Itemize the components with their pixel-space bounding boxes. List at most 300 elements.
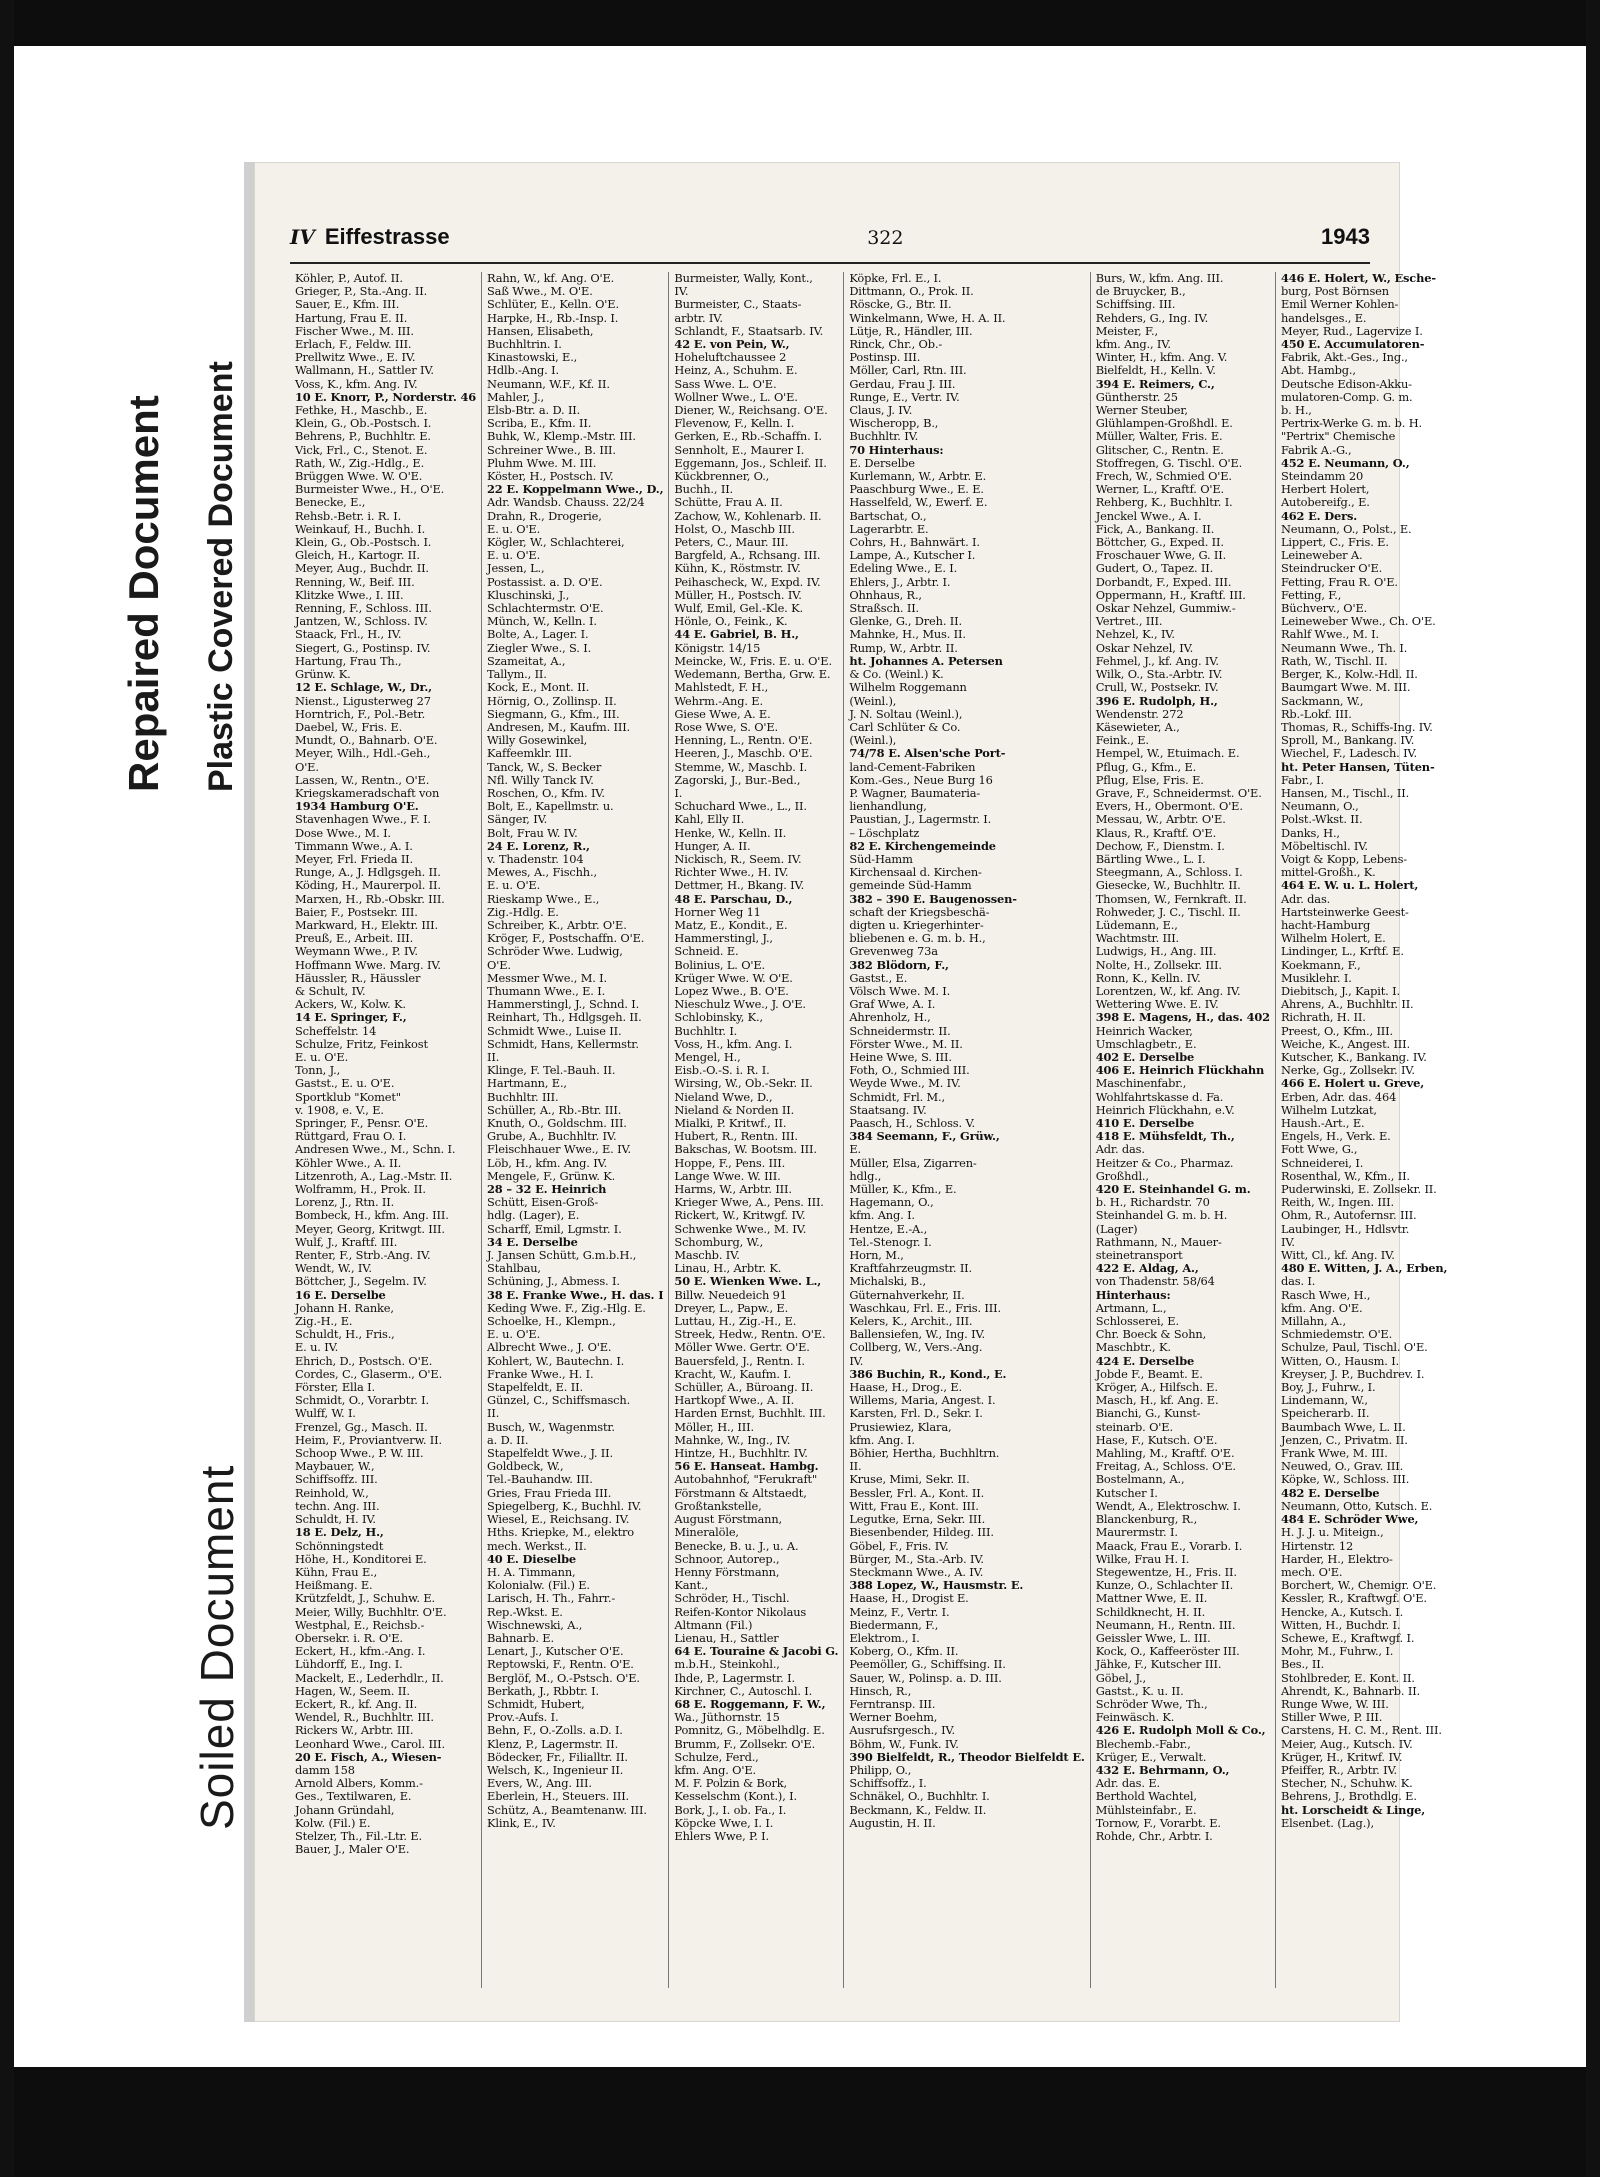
directory-entry: Abt. Hambg.,: [1280, 363, 1356, 378]
directory-entry: Stecher, N., Schuhw. K.: [1280, 1776, 1413, 1791]
directory-entry: 82 E. Kirchengemeinde: [849, 838, 996, 853]
directory-entry: Ferntransp. III.: [849, 1696, 936, 1711]
directory-entry: Hammerstingl, J., Schnd. I.: [487, 997, 640, 1012]
directory-entry: Edeling Wwe., E. I.: [849, 561, 958, 576]
directory-entry: Jobde F., Beamt. E.: [1095, 1366, 1203, 1381]
directory-entry: Münch, W., Kelln. I.: [487, 614, 597, 629]
directory-entry: Ausrufsrgesch., IV.: [849, 1723, 955, 1738]
directory-entry: Bartschat, O.,: [849, 508, 927, 523]
directory-entry: ht. Peter Hansen, Tüten-: [1280, 759, 1435, 774]
directory-entry: Erlach, F., Feldw. III.: [295, 337, 412, 352]
directory-entry: Schiffsoffz., I.: [849, 1776, 927, 1791]
directory-entry: Meyer, Wilh., Hdl.-Geh.,: [295, 746, 431, 761]
directory-entry: Deutsche Edison-Akku-: [1280, 376, 1412, 391]
directory-entry: Stohlbreder, E. Kont. II.: [1280, 1670, 1415, 1685]
directory-entry: steinarb. O'E.: [1095, 1419, 1173, 1434]
directory-entry: Bakschas, W. Bootsm. III.: [674, 1142, 817, 1157]
directory-entry: Sproll, M., Bankang. IV.: [1280, 733, 1415, 748]
directory-entry: Hartung, Frau Th.,: [295, 653, 402, 668]
directory-entry: Nerke, Gg., Zollsekr. IV.: [1280, 1063, 1415, 1078]
directory-entry: Leineweber A.: [1280, 548, 1363, 563]
scan-edge-bottom: [0, 2067, 1600, 2177]
directory-entry: Evers, W., Ang. III.: [487, 1776, 592, 1791]
directory-entry: Baumbach Wwe, L. II.: [1280, 1419, 1406, 1434]
directory-entry: Hempel, W., Etuimach. E.: [1095, 746, 1240, 761]
directory-entry: Meyer, Georg, Kritwgt. III.: [295, 1221, 445, 1236]
directory-entry: Kreyser, J. P., Buchdrev. I.: [1280, 1366, 1425, 1381]
directory-entry: 424 E. Derselbe: [1095, 1353, 1195, 1368]
directory-entry: Bauer, J., Maler O'E.: [295, 1842, 410, 1857]
directory-entry: 50 E. Wienken Wwe. L.,: [674, 1274, 822, 1289]
directory-entry: Schildknecht, H. II.: [1095, 1604, 1206, 1619]
directory-entry: Mackelt, E., Lederhdlr., II.: [295, 1670, 444, 1685]
directory-entry: Fischer Wwe., M. III.: [295, 323, 414, 338]
directory-entry: Werner Boehm,: [849, 1710, 938, 1725]
directory-entry: Hasselfeld, W., Ewerf. E.: [849, 495, 988, 510]
directory-entry: Wulf, Emil, Gel.-Kle. K.: [674, 601, 803, 616]
directory-entry: Holst, O., Maschb III.: [674, 521, 795, 536]
directory-entry: Rosenthal, W., Kfm., II.: [1280, 1168, 1410, 1183]
directory-entry: Preest, O., Kfm., III.: [1280, 1023, 1393, 1038]
directory-entry: Meyer, Aug., Buchdr. II.: [295, 561, 429, 576]
directory-entry: Umschlagbetr., E.: [1095, 1036, 1197, 1051]
directory-entry: Knuth, O., Goldschm. III.: [487, 1116, 627, 1130]
directory-entry: Rose Wwe, S. O'E.: [674, 719, 778, 734]
directory-entry: Mengel, H.,: [674, 1049, 741, 1064]
directory-entry: Schnoor, Autorep.,: [674, 1551, 780, 1566]
directory-entry: Kock, E., Mont. II.: [487, 680, 590, 695]
directory-entry: Fabrik, Akt.-Ges., Ing.,: [1280, 350, 1408, 365]
directory-entry: Weymann Wwe., P. IV.: [295, 944, 418, 959]
directory-entry: Henning, L., Rentn. O'E.: [674, 733, 813, 748]
directory-entry: E. u. O'E.: [487, 878, 541, 893]
directory-entry: Oppermann, H., Kraftf. III.: [1095, 587, 1246, 602]
directory-entry: Günzel, C., Schiffsmasch.: [487, 1393, 631, 1408]
directory-entry: Röscke, G., Btr. II.: [849, 297, 952, 312]
directory-entry: P. Wagner, Baumateria-: [849, 785, 981, 800]
directory-entry: Mahler, J.,: [487, 389, 544, 404]
directory-entry: Puderwinski, E. Zollsekr. II.: [1280, 1182, 1437, 1197]
directory-entry: Kutscher I.: [1095, 1485, 1158, 1500]
directory-entry: Klitzke Wwe., I. III.: [295, 587, 404, 602]
directory-entry: Legutke, Erna, Sekr. III.: [849, 1512, 986, 1527]
directory-entry: Maschinenfabr.,: [1095, 1076, 1187, 1091]
directory-entry: m.b.H., Steinkohl.,: [674, 1657, 780, 1672]
directory-entry: Kurlemann, W., Arbtr. E.: [849, 469, 987, 484]
directory-entry: Rep.-Wkst. E.: [487, 1604, 563, 1619]
directory-entry: Wachtmstr. III.: [1095, 931, 1180, 946]
directory-entry: hacht-Hamburg: [1280, 917, 1371, 932]
directory-entry: Buchh., II.: [674, 482, 734, 497]
directory-entry: Heitzer & Co., Pharmaz.: [1095, 1155, 1234, 1170]
directory-entry: Gleich, H., Kartogr. II.: [295, 548, 420, 563]
directory-entry: Johann H. Ranke,: [295, 1300, 394, 1315]
directory-entry: Rüttgard, Frau O. I.: [295, 1129, 407, 1144]
directory-entry: Ehrich, D., Postsch. O'E.: [295, 1353, 433, 1368]
directory-entry: Harms, W., Arbtr. III.: [674, 1182, 792, 1197]
directory-entry: Geissler Wwe, L. III.: [1095, 1630, 1211, 1645]
directory-entry: Masch, H., kf. Ang. E.: [1095, 1393, 1219, 1408]
directory-entry: Nickisch, R., Seem. IV.: [674, 851, 802, 866]
directory-entry: Heinrich Wacker,: [1095, 1023, 1193, 1038]
directory-entry: Klein, G., Ob.-Postsch. I.: [295, 416, 432, 431]
directory-entry: Vertret., III.: [1095, 614, 1163, 629]
directory-entry: 386 Buchin, R., Kond., E.: [849, 1366, 1007, 1381]
directory-entry: Köster, H., Postsch. IV.: [487, 469, 614, 484]
directory-entry: Klaus, R., Kraftf. O'E.: [1095, 825, 1217, 840]
directory-entry: Stapelfeldt, E. II.: [487, 1380, 583, 1395]
directory-entry: 450 E. Accumulatoren-: [1280, 337, 1425, 352]
directory-entry: Siegert, G., Postinsp. IV.: [295, 640, 431, 655]
directory-entry: Prusiewiez, Klara,: [849, 1419, 952, 1434]
plastic-covered-document-stamp: Plastic Covered Document: [202, 361, 240, 792]
directory-entry: Staatsang. IV.: [849, 1102, 927, 1117]
directory-entry: Böhier, Hertha, Buchhltrn.: [849, 1446, 1000, 1461]
directory-entry: Michalski, B.,: [849, 1274, 926, 1289]
directory-entry: Witt, Frau E., Kont. III.: [849, 1498, 979, 1513]
directory-entry: Kühn, K., Röstmstr. IV.: [674, 561, 801, 576]
directory-entry: 390 Bielfeldt, R., Theodor Bielfeldt E.: [849, 1749, 1085, 1764]
directory-entry: Scriba, E., Kfm. II.: [487, 416, 592, 431]
directory-entry: Arnold Albers, Komm.-: [295, 1776, 423, 1791]
directory-entry: Behn, F., O.-Zolls. a.D. I.: [487, 1723, 623, 1738]
directory-entry: Sänger, IV.: [487, 812, 548, 827]
directory-entry: Schönningstedt: [295, 1538, 384, 1553]
directory-entry: Ahrenholz, H.,: [849, 1010, 931, 1025]
directory-entry: Hirtenstr. 12: [1280, 1538, 1354, 1553]
directory-entry: Bolt, Frau W. IV.: [487, 825, 578, 840]
directory-entry: Maschb. IV.: [674, 1248, 740, 1263]
directory-entry: Nienst., Ligusterweg 27: [295, 693, 431, 708]
directory-entry: burg, Post Börnsen: [1280, 284, 1389, 299]
directory-entry: b. H., Richardstr. 70: [1095, 1195, 1210, 1210]
directory-entry: Straßsch. II.: [849, 601, 920, 616]
directory-entry: Köpcke Wwe, I. I.: [674, 1815, 774, 1830]
directory-entry: Reinhold, W.,: [295, 1485, 369, 1500]
directory-entry: (Weinl.),: [849, 733, 897, 748]
directory-entry: Diener, W., Reichsang. O'E.: [674, 403, 828, 418]
directory-entry: Neumann Wwe., Th. I.: [1280, 640, 1408, 655]
directory-entry: Peemöller, G., Schiffsing. II.: [849, 1657, 1006, 1672]
directory-entry: Wiechel, F., Ladesch. IV.: [1280, 746, 1417, 761]
directory-entry: E. u. IV.: [295, 1340, 339, 1355]
directory-entry: Albrecht Wwe., J. O'E.: [487, 1340, 612, 1355]
directory-entry: Beckmann, K., Feldw. II.: [849, 1802, 987, 1817]
directory-entry: Schmiedemstr. O'E.: [1280, 1327, 1393, 1342]
directory-entry: 382 Blödorn, F.,: [849, 957, 949, 972]
directory-entry: Hartung, Frau E. II.: [295, 310, 408, 325]
directory-entry: schaft der Kriegsbeschä-: [849, 904, 990, 919]
directory-entry: Köpke, W., Schloss. III.: [1280, 1472, 1410, 1487]
directory-entry: Speicherarb. II.: [1280, 1406, 1370, 1421]
directory-entry: Weiche, K., Angest. III.: [1280, 1036, 1410, 1051]
directory-entry: Fabrik A.-G.,: [1280, 442, 1352, 457]
directory-entry: Maack, Frau E., Vorarb. I.: [1095, 1538, 1243, 1553]
directory-entry: Völsch Wwe. M. I.: [849, 983, 951, 998]
directory-entry: Dettmer, H., Bkang. IV.: [674, 878, 805, 893]
directory-entry: Elektrom., I.: [849, 1630, 920, 1645]
directory-entry: Lopez Wwe., B. O'E.: [674, 983, 789, 998]
directory-entry: mittel-Großh., K.: [1280, 865, 1376, 880]
directory-entry: Stahlbau,: [487, 1261, 541, 1276]
directory-entry: Freitag, A., Schloss. O'E.: [1095, 1459, 1236, 1474]
directory-entry: Biesenbender, Hildeg. III.: [849, 1525, 994, 1540]
directory-entry: E. u. O'E.: [295, 1049, 349, 1064]
directory-entry: Wischeropp, B.,: [849, 416, 939, 431]
directory-entry: Meyer, Rud., Lagervize I.: [1280, 323, 1423, 338]
directory-entry: Krieger Wwe, A., Pens. III.: [674, 1195, 824, 1210]
directory-entry: Collberg, W., Vers.-Ang.: [849, 1340, 983, 1355]
directory-entry: Andresen Wwe., M., Schn. I.: [295, 1142, 456, 1157]
directory-entry: Spiegelberg, K., Buchhl. IV.: [487, 1498, 642, 1513]
directory-entry: 464 E. W. u. L. Holert,: [1280, 878, 1419, 893]
directory-columns: [290, 271, 1448, 1988]
directory-entry: Kock, O., Kaffeeröster III.: [1095, 1644, 1240, 1659]
directory-entry: Göbel, J.,: [1095, 1670, 1146, 1685]
directory-entry: Lenart, J., Kutscher O'E.: [487, 1644, 624, 1659]
directory-column-2: [481, 272, 668, 1988]
directory-entry: Schmidt, Hubert,: [487, 1696, 585, 1711]
directory-entry: J. Jansen Schütt, G.m.b.H.,: [487, 1248, 637, 1263]
directory-entry: gemeinde Süd-Hamm: [849, 878, 972, 893]
directory-entry: Frech, W., Schmied O'E.: [1095, 469, 1232, 484]
directory-entry: Klein, G., Ob.-Postsch. I.: [295, 535, 432, 550]
directory-entry: Großhdl.,: [1095, 1168, 1149, 1183]
directory-entry: Lütje, R., Händler, III.: [849, 323, 973, 338]
directory-entry: Fleischhauer Wwe., E. IV.: [487, 1142, 632, 1157]
directory-entry: b. H.,: [1280, 403, 1312, 418]
directory-entry: Bes., II.: [1280, 1657, 1325, 1672]
directory-entry: Schmidt Wwe., Luise II.: [487, 1023, 622, 1038]
directory-entry: digten u. Kriegerhinter-: [849, 917, 984, 932]
directory-entry: Kraftfahrzeugmstr. II.: [849, 1261, 972, 1276]
directory-entry: Nieland & Norden II.: [674, 1102, 795, 1117]
directory-entry: Blechemb.-Fabr.,: [1095, 1736, 1191, 1751]
directory-entry: Krüger Wwe. W. O'E.: [674, 970, 793, 985]
directory-entry: Ges., Textilwaren, E.: [295, 1789, 412, 1804]
directory-entry: ht. Johannes A. Petersen: [849, 653, 1003, 668]
directory-entry: Tonn, J.,: [295, 1063, 341, 1078]
directory-entry: Schulze, Ferd.,: [674, 1749, 759, 1764]
directory-entry: Rohde, Chr., Arbtr. I.: [1095, 1828, 1213, 1843]
directory-entry: Rathmann, N., Mauer-: [1095, 1234, 1222, 1249]
directory-entry: Ehlers Wwe, P. I.: [674, 1828, 769, 1843]
directory-entry: Kirchner, C., Autoschl. I.: [674, 1683, 813, 1698]
directory-entry: Harder, H., Elektro-: [1280, 1551, 1393, 1566]
directory-entry: Kaffeemklr. III.: [487, 746, 572, 761]
directory-entry: Wohlfahrtskasse d. Fa.: [1095, 1089, 1224, 1104]
directory-entry: Bödecker, Fr., Filialltr. II.: [487, 1749, 628, 1764]
directory-entry: Burmeister, C., Staats-: [674, 297, 802, 312]
directory-entry: Klink, E., IV.: [487, 1815, 556, 1830]
directory-entry: Heinz, A., Schuhm. E.: [674, 363, 798, 378]
directory-entry: Harden Ernst, Buchhlt. III.: [674, 1406, 826, 1421]
directory-entry: Zig.-H., E.: [295, 1314, 353, 1329]
directory-entry: Schwenke Wwe., M. IV.: [674, 1221, 807, 1236]
directory-entry: Froschauer Wwe, G. II.: [1095, 548, 1227, 563]
directory-entry: Meinz, F., Vertr. I.: [849, 1604, 950, 1619]
directory-entry: Kracht, W., Kaufm. I.: [674, 1366, 792, 1381]
directory-entry: Kühn, Frau E.,: [295, 1564, 378, 1579]
directory-entry: Großtankstelle,: [674, 1498, 762, 1513]
directory-entry: Oskar Nehzel, IV.: [1095, 640, 1194, 655]
directory-entry: Kom.-Ges., Neue Burg 16: [849, 772, 993, 787]
directory-entry: Runge, E., Vertr. IV.: [849, 389, 960, 404]
directory-entry: Wa., Jüthornstr. 15: [674, 1710, 780, 1725]
directory-entry: Koberg, O., Kfm. II.: [849, 1644, 959, 1659]
directory-entry: Mahnke, H., Mus. II.: [849, 627, 966, 642]
directory-entry: Schneidermstr. II.: [849, 1023, 951, 1038]
directory-entry: Schüning, J., Abmess. I.: [487, 1274, 620, 1289]
directory-entry: Giesecke, W., Buchhltr. II.: [1095, 878, 1241, 893]
directory-entry: steinetransport: [1095, 1248, 1183, 1263]
directory-column-4: [843, 272, 1089, 1988]
directory-entry: kfm. Ang. O'E.: [1280, 1300, 1363, 1315]
directory-entry: Bianchi, G., Kunst-: [1095, 1406, 1201, 1421]
directory-entry: Tel.-Stenogr. I.: [849, 1234, 932, 1249]
directory-entry: Wehrm.-Ang. E.: [674, 693, 763, 708]
directory-entry: kfm. Ang. I.: [849, 1432, 915, 1447]
directory-entry: E.: [849, 1142, 861, 1157]
directory-entry: Hoheluftchaussee 2: [674, 350, 787, 365]
directory-page: [244, 162, 1448, 2022]
directory-entry: Blanckenburg, R.,: [1095, 1512, 1198, 1527]
directory-entry: Siegmann, G., Kfm., III.: [487, 706, 620, 721]
directory-entry: Witten, O., Hausm. I.: [1280, 1353, 1400, 1368]
directory-entry: Ronn, K., Kelln. IV.: [1095, 970, 1201, 985]
directory-entry: 44 E. Gabriel, B. H.,: [674, 627, 799, 642]
directory-entry: Sass Wwe. L. O'E.: [674, 376, 777, 391]
directory-entry: Voss, H., kfm. Ang. I.: [674, 1036, 793, 1051]
directory-entry: Hagemann, O.,: [849, 1195, 934, 1210]
directory-entry: Messau, W., Arbtr. O'E.: [1095, 812, 1226, 827]
directory-entry: Rickers W., Arbtr. III.: [295, 1723, 414, 1738]
directory-entry: Eisb.-O.-S. i. R. I.: [674, 1063, 770, 1078]
directory-entry: Bahnarb. E.: [487, 1630, 554, 1645]
directory-entry: Grevenweg 73a: [849, 944, 938, 959]
directory-entry: Mundt, O., Bahnarb. O'E.: [295, 733, 438, 748]
directory-entry: Rump, W., Arbtr. II.: [849, 640, 958, 655]
directory-entry: Witt, Cl., kf. Ang. IV.: [1280, 1248, 1395, 1263]
soiled-document-stamp: Soiled Document: [191, 1464, 243, 1830]
directory-entry: Tel.-Bauhandw. III.: [487, 1472, 593, 1487]
directory-entry: Millahn, A.,: [1280, 1314, 1346, 1329]
directory-entry: Höhe, H., Konditorei E.: [295, 1551, 427, 1566]
directory-entry: Benecke, B. u. J., u. A.: [674, 1538, 799, 1553]
directory-entry: Wendt, W., IV.: [295, 1261, 372, 1276]
directory-entry: Benecke, E.,: [295, 495, 366, 510]
directory-entry: Hinterhaus:: [1095, 1287, 1171, 1302]
directory-entry: Paasch, H., Schloss. V.: [849, 1116, 976, 1130]
directory-entry: Glitscher, C., Rentn. E.: [1095, 442, 1224, 457]
directory-entry: H. J. J. u. Miteign.,: [1280, 1525, 1384, 1540]
directory-entry: 446 E. Holert, W., Esche-: [1280, 271, 1436, 285]
directory-entry: Leineweber Wwe., Ch. O'E.: [1280, 614, 1436, 629]
directory-entry: Schoop Wwe., P. W. III.: [295, 1446, 424, 1461]
directory-entry: Jähke, F., Kutscher III.: [1095, 1657, 1222, 1672]
directory-entry: Käsewieter, A.,: [1095, 719, 1180, 734]
directory-entry: Schulze, Fritz, Feinkost: [295, 1036, 428, 1051]
directory-entry: Pomnitz, G., Möbelhdlg. E.: [674, 1723, 825, 1738]
directory-entry: Richrath, H. II.: [1280, 1010, 1366, 1025]
directory-entry: Adr. das.: [1280, 891, 1331, 906]
directory-entry: Voss, K., kfm. Ang. IV.: [295, 376, 418, 391]
directory-entry: Rahlf Wwe., M. I.: [1280, 627, 1379, 642]
directory-entry: Meier, Aug., Kutsch. IV.: [1280, 1736, 1413, 1751]
directory-entry: Buchhltr. I.: [674, 1023, 738, 1038]
directory-entry: E. u. O'E.: [487, 548, 541, 563]
directory-entry: Paustian, J., Lagermstr. I.: [849, 812, 992, 827]
directory-entry: Wiesel, E., Reichsang. IV.: [487, 1512, 630, 1527]
directory-entry: Neumann, Otto, Kutsch. E.: [1280, 1498, 1433, 1513]
directory-entry: Wirsing, W., Ob.-Sekr. II.: [674, 1076, 813, 1091]
directory-entry: Schmidt, Frl. M.,: [849, 1089, 945, 1104]
directory-entry: 418 E. Mühsfeldt, Th.,: [1095, 1129, 1235, 1144]
directory-entry: Ehlers, J., Arbtr. I.: [849, 574, 951, 589]
directory-entry: Wettering Wwe. E. IV.: [1095, 997, 1219, 1012]
directory-entry: Dittmann, O., Prok. II.: [849, 284, 974, 299]
directory-entry: Gries, Frau Frieda III.: [487, 1485, 612, 1500]
directory-entry: Nieland Wwe, D.,: [674, 1089, 773, 1104]
directory-entry: Litzenroth, A., Lag.-Mstr. II.: [295, 1168, 453, 1183]
directory-entry: Rieskamp Wwe., E.,: [487, 891, 600, 906]
directory-entry: Neuwed, O., Grav. III.: [1280, 1459, 1404, 1474]
directory-entry: Franke Wwe., H. I.: [487, 1366, 594, 1381]
directory-entry: Wulff, W. I.: [295, 1406, 356, 1421]
directory-entry: Rahn, W., kf. Ang. O'E.: [487, 271, 615, 285]
directory-entry: Wendel, R., Buchhltr. III.: [295, 1710, 434, 1725]
directory-entry: Ziegler Wwe., S. I.: [487, 640, 592, 655]
directory-entry: 24 E. Lorenz, R.,: [487, 838, 590, 853]
directory-entry: Laubinger, H., Hdlsvtr.: [1280, 1221, 1410, 1236]
directory-entry: H. A. Timmann,: [487, 1564, 576, 1579]
directory-entry: Johann Gründahl,: [295, 1802, 395, 1817]
directory-entry: Zachow, W., Kohlenarb. II.: [674, 508, 822, 523]
directory-entry: Wilke, Frau H. I.: [1095, 1551, 1190, 1566]
directory-entry: Bessler, Frl. A., Kont. II.: [849, 1485, 985, 1500]
directory-entry: Möbeltischl. IV.: [1280, 838, 1368, 853]
directory-entry: 402 E. Derselbe: [1095, 1049, 1195, 1064]
directory-entry: Harpke, H., Rb.-Insp. I.: [487, 310, 619, 325]
street-name: Eiffestrasse: [324, 224, 450, 249]
directory-entry: Kolonialw. (Fil.) E.: [487, 1578, 590, 1593]
directory-entry: Mahnke, W., Ing., IV.: [674, 1432, 791, 1447]
directory-entry: Jenckel Wwe., A. I.: [1095, 508, 1202, 523]
directory-entry: Streek, Hedw., Rentn. O'E.: [674, 1327, 826, 1342]
directory-entry: 452 E. Neumann, O.,: [1280, 455, 1410, 470]
directory-entry: Stavenhagen Wwe., F. I.: [295, 812, 431, 827]
directory-entry: Köpke, Frl. E., I.: [849, 271, 942, 285]
directory-entry: Schlobinsky, K.,: [674, 1010, 763, 1025]
directory-entry: Kahl, Elly II.: [674, 812, 745, 827]
directory-entry: Heine Wwe, S. III.: [849, 1049, 952, 1064]
directory-entry: Winkelmann, Wwe, H. A. II.: [849, 310, 1006, 325]
directory-entry: 34 E. Derselbe: [487, 1234, 578, 1249]
directory-entry: Schuchard Wwe., L., II.: [674, 799, 807, 814]
directory-entry: 12 E. Schlage, W., Dr.,: [295, 680, 432, 695]
directory-entry: Schröder Wwe, Th.,: [1095, 1696, 1208, 1711]
directory-entry: 40 E. Dieselbe: [487, 1551, 577, 1566]
directory-entry: Matz, E., Kondit., E.: [674, 917, 788, 932]
directory-entry: Güternahverkehr, II.: [849, 1287, 965, 1302]
directory-entry: Lagerarbtr. E.: [849, 521, 929, 536]
directory-entry: Paaschburg Wwe., E. E.: [849, 482, 984, 497]
directory-entry: Szameitat, A.,: [487, 653, 566, 668]
directory-entry: Stelzer, Th., Fil.-Ltr. E.: [295, 1828, 423, 1843]
directory-entry: Hönle, O., Feink., K.: [674, 614, 788, 629]
directory-entry: Rickert, W., Kritwgf. IV.: [674, 1208, 806, 1223]
directory-entry: Wolframm, H., Prok. II.: [295, 1182, 426, 1197]
